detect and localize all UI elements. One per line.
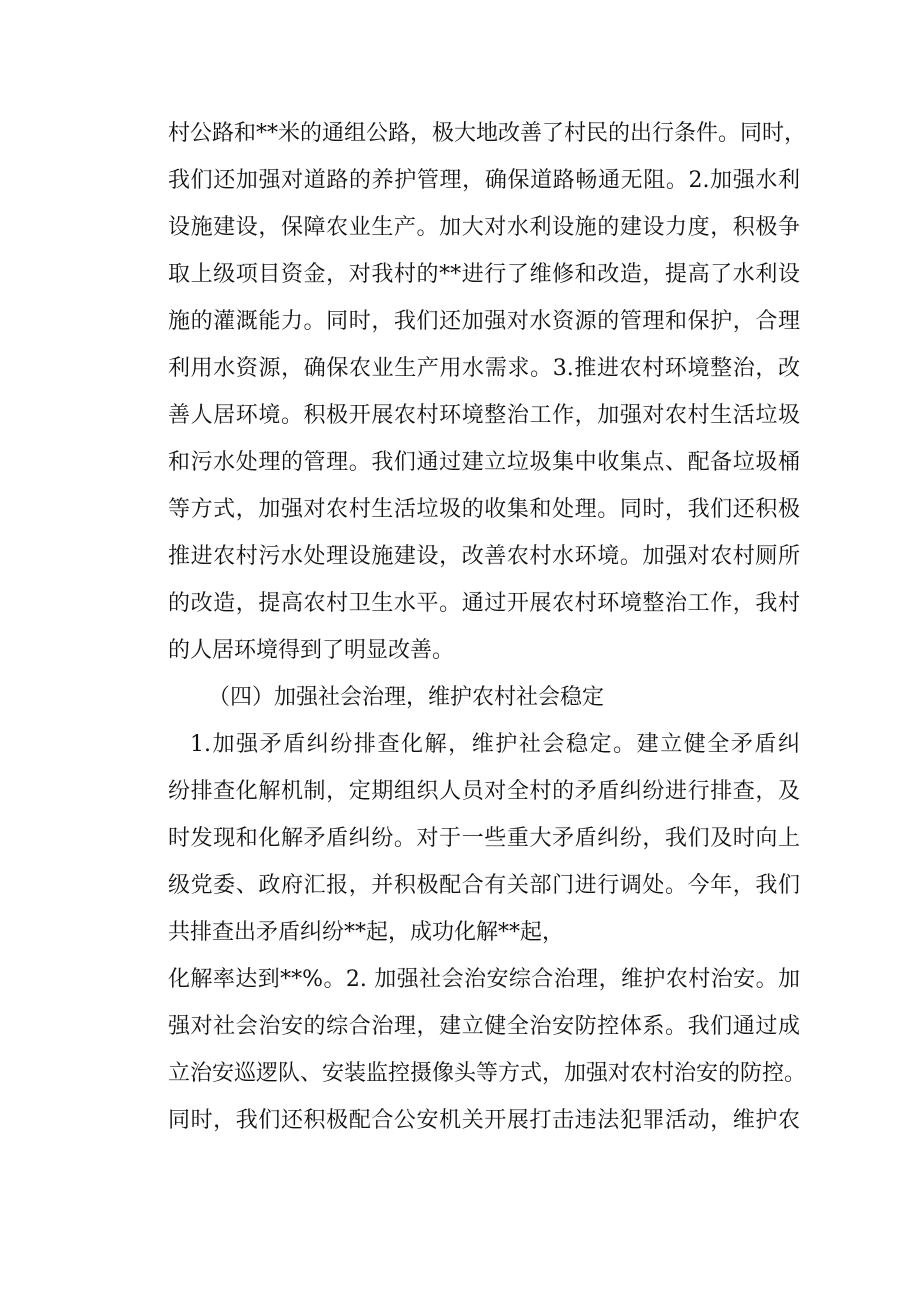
- text-line-21: 立治安巡逻队、安装监控摄像头等方式，加强对农村治安的防控。: [168, 1061, 807, 1086]
- text-line-14: 1.加强矛盾纠纷排查化解，维护社会稳定。建立健全矛盾纠: [190, 732, 800, 757]
- text-line-5: 施的灌溉能力。同时，我们还加强对水资源的管理和保护，合理: [168, 309, 800, 334]
- text-line-7: 善人居环境。积极开展农村环境整治工作，加强对农村生活垃圾: [168, 403, 800, 428]
- text-line-2: 我们还加强对道路的养护管理，确保道路畅通无阻。2.加强水利: [168, 168, 800, 193]
- text-line-18: 共排查出矛盾纠纷**起，成功化解**起，: [168, 920, 565, 945]
- text-line-16: 时发现和化解矛盾纠纷。对于一些重大矛盾纠纷，我们及时向上: [168, 826, 800, 851]
- text-line-20: 强对社会治安的综合治理，建立健全治安防控体系。我们通过成: [168, 1014, 800, 1039]
- text-line-22: 同时，我们还积极配合公安机关开展打击违法犯罪活动，维护农: [168, 1108, 800, 1133]
- text-line-17: 级党委、政府汇报，并积极配合有关部门进行调处。今年，我们: [168, 873, 800, 898]
- text-line-11: 的改造，提高农村卫生水平。通过开展农村环境整治工作，我村: [168, 591, 800, 616]
- text-line-15: 纷排查化解机制，定期组织人员对全村的矛盾纠纷进行排查，及: [168, 779, 800, 804]
- text-line-10: 推进农村污水处理设施建设，改善农村水环境。加强对农村厕所: [168, 544, 800, 569]
- text-line-12: 的人居环境得到了明显改善。: [168, 638, 455, 663]
- text-line-8: 和污水处理的管理。我们通过建立垃圾集中收集点、配备垃圾桶: [168, 450, 800, 475]
- text-line-4: 取上级项目资金，对我村的**进行了维修和改造，提高了水利设: [168, 262, 800, 287]
- text-line-3: 设施建设，保障农业生产。加大对水利设施的建设力度，积极争: [168, 215, 800, 240]
- section-heading: （四）加强社会治理，维护农村社会稳定: [208, 685, 605, 710]
- text-line-9: 等方式，加强对农村生活垃圾的收集和处理。同时，我们还积极: [168, 497, 800, 522]
- text-line-19: 化解率达到**%。2. 加强社会治安综合治理，维护农村治安。加: [168, 967, 800, 992]
- document-body: [168, 110, 807, 1144]
- text-line-6: 利用水资源，确保农业生产用水需求。3.推进农村环境整治，改: [168, 356, 800, 381]
- text-line-1: 村公路和**米的通组公路，极大地改善了村民的出行条件。同时，: [168, 121, 807, 146]
